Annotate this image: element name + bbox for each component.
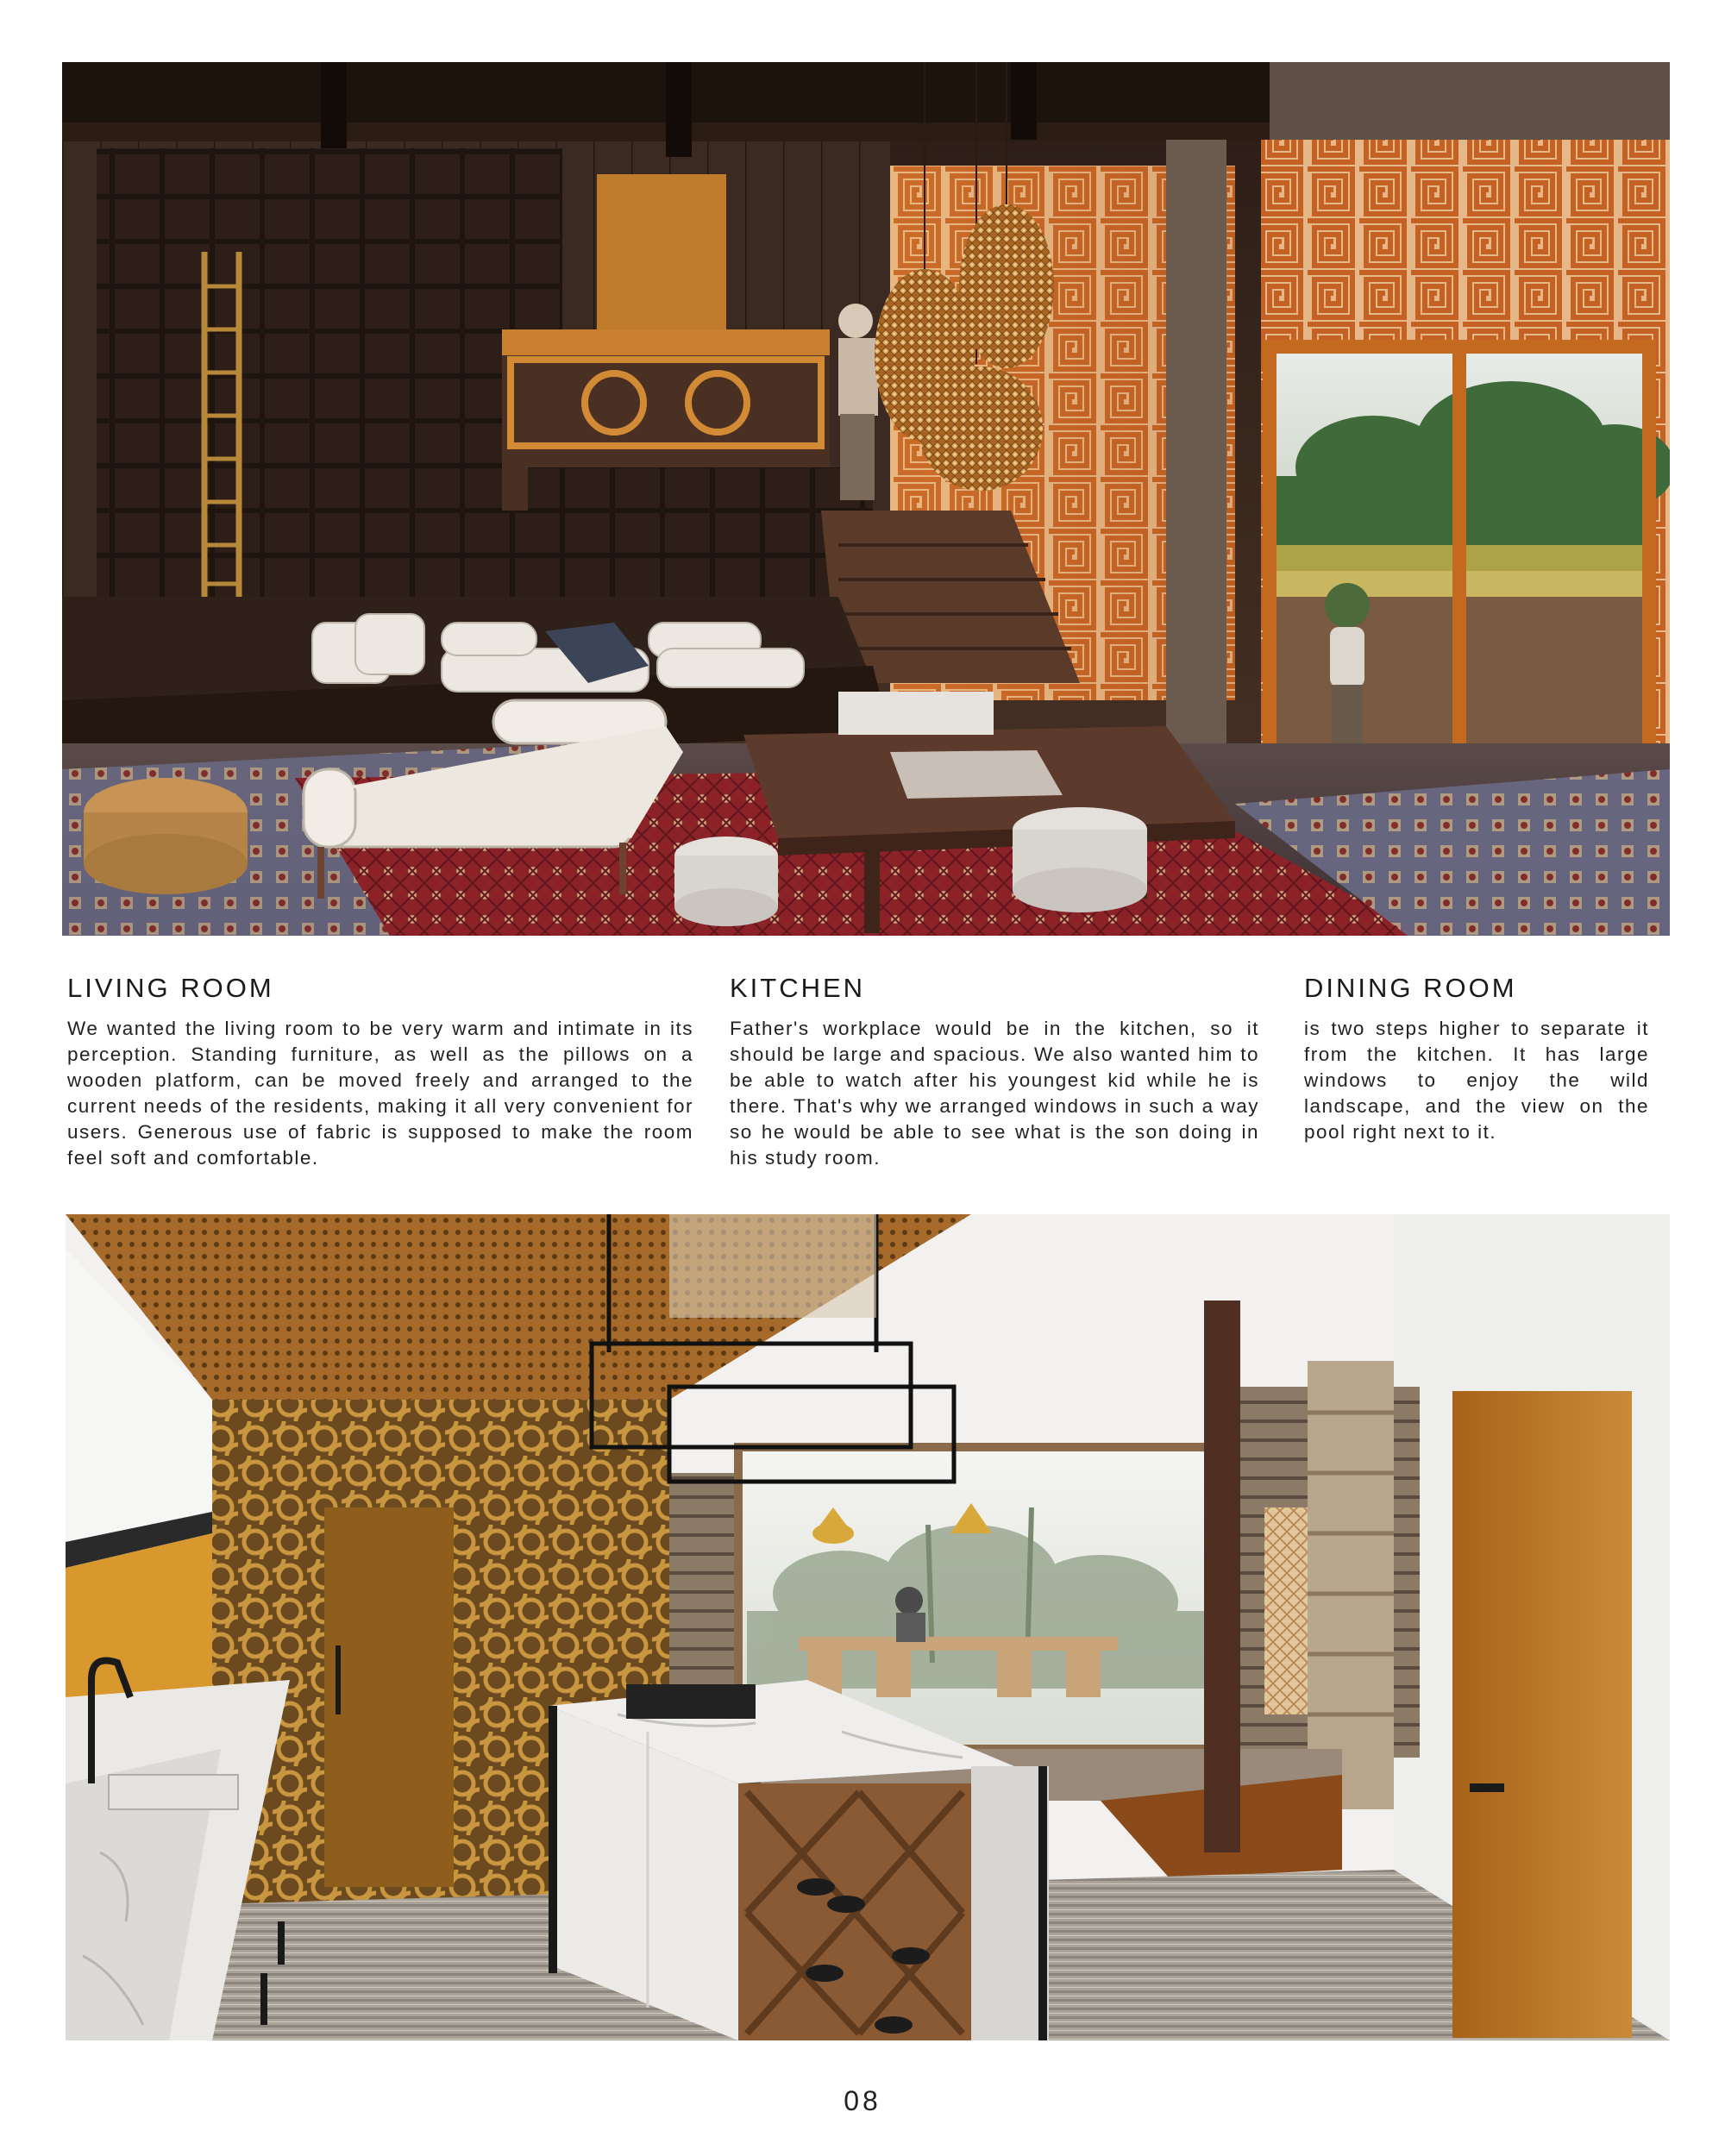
dining-room-column bbox=[1304, 973, 1649, 1145]
living-room-render bbox=[62, 62, 1670, 936]
living-room-illustration bbox=[62, 62, 1670, 936]
kitchen-render bbox=[66, 1214, 1670, 2040]
dining-room-heading: DINING ROOM bbox=[1304, 973, 1517, 1003]
kitchen-heading: KITCHEN bbox=[730, 973, 866, 1003]
kitchen-column bbox=[730, 973, 1259, 1171]
kitchen-description: Father's workplace would be in the kitchen, so it should be large and spacious. We also wanted him to be able to watch after his youngest kid while he is there. That's why we arranged windows in such a way so he would be able to see what is the son doing in his study room. bbox=[730, 1018, 1259, 1169]
dining-room-description: is two steps higher to separate it from the kitchen. It has large windows to enjoy the wild landscape, and the view on the pool right next to it. bbox=[1304, 1018, 1649, 1143]
living-room-heading: LIVING ROOM bbox=[67, 973, 274, 1003]
page-number: 08 bbox=[844, 2085, 881, 2116]
living-room-description: We wanted the living room to be very warm and intimate in its perception. Standing furniture, as well as the pillows on a wooden platform, can be moved freely and arranged to the current needs of the residents, making it all very convenient for users. Generous use of fabric is supposed to make the room feel soft and comfortable. bbox=[67, 1018, 693, 1169]
living-room-column bbox=[67, 973, 693, 1171]
kitchen-illustration bbox=[66, 1214, 1670, 2040]
